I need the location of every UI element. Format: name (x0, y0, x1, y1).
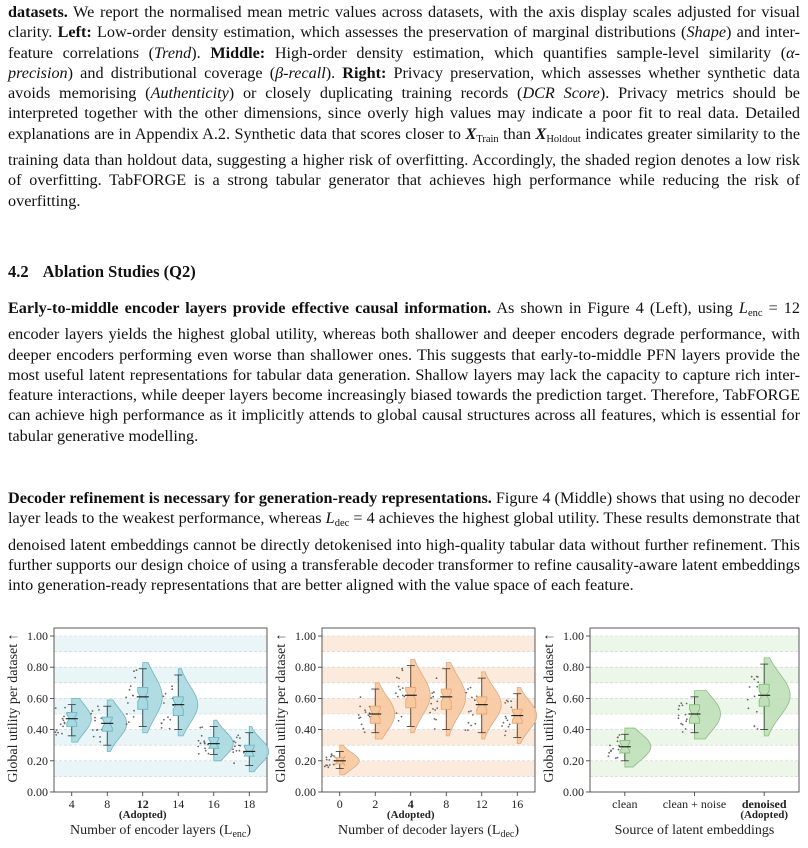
data-point (608, 755, 610, 757)
data-point (132, 695, 134, 697)
background-band (322, 667, 535, 683)
data-point (431, 692, 433, 694)
y-axis-label: Global utility per dataset ↑ (6, 633, 21, 783)
adopted-label: (Adopted) (118, 809, 167, 821)
data-point (507, 720, 509, 722)
data-point (432, 708, 434, 710)
data-point (608, 752, 610, 754)
y-tick-label: 0.40 (295, 722, 316, 737)
y-tick-label: 0.00 (295, 785, 316, 799)
data-point (99, 736, 101, 738)
box (441, 689, 451, 709)
data-point (432, 696, 434, 698)
data-point (234, 745, 236, 747)
data-point (510, 700, 512, 702)
data-point (434, 709, 436, 711)
data-point (509, 724, 511, 726)
data-point (365, 711, 367, 713)
data-point (56, 729, 58, 731)
data-point (163, 702, 165, 704)
paragraph-encoder: Early-to-middle encoder layers provide effective causal information. As shown in Figure 4 (Left), using $L_{enc} = 12$ encoder layers yields the highest global utility, whereas both shallower and deeper encoders degrade performance, with deeper encoders performing even worse than shallower ones. This suggests that early-to-middle PFN layers provide the most useful latent representations for tabular data generation. Shallow layers may lack the capacity to capture rich inter-feature interactions, while deeper layers become increasingly biased towards the prediction target. Therefore, TabFORGE can achieve high performance as it implicitly attends to global causal structures across all features, which is essential for tabular generative modelling. (8, 299, 800, 445)
data-point (363, 728, 365, 730)
data-point (169, 719, 171, 721)
x-tick-label: 18 (243, 797, 256, 811)
y-axis-label: Global utility per dataset ↑ (274, 633, 289, 783)
adopted-label: (Adopted) (386, 809, 435, 821)
data-point (331, 753, 333, 755)
y-tick-label: 0.20 (295, 753, 316, 768)
data-point (619, 734, 621, 736)
data-point (200, 742, 202, 744)
data-point (171, 685, 173, 687)
data-point (126, 723, 128, 725)
data-point (403, 696, 405, 698)
y-tick-label: 0.60 (27, 691, 48, 706)
data-point (429, 712, 431, 714)
data-point (326, 757, 328, 759)
data-point (94, 720, 96, 722)
data-point (236, 737, 238, 739)
data-point (435, 719, 437, 721)
data-point (236, 750, 238, 752)
data-point (329, 764, 331, 766)
background-band (54, 636, 267, 652)
caption-left-label: Left: (57, 23, 92, 42)
data-point (136, 669, 138, 671)
data-point (398, 686, 400, 688)
data-point (401, 716, 403, 718)
data-point (92, 729, 94, 731)
caption-middle-label: Middle: (210, 43, 266, 62)
data-point (328, 759, 330, 761)
data-point (161, 727, 163, 729)
data-point (609, 745, 611, 747)
data-point (204, 748, 206, 750)
data-point (685, 728, 687, 730)
data-point (326, 759, 328, 761)
data-point (399, 689, 401, 691)
data-point (233, 740, 235, 742)
data-point (55, 707, 57, 709)
x-tick-label: 16 (511, 797, 524, 811)
data-point (198, 753, 200, 755)
data-point (504, 702, 506, 704)
data-point (232, 751, 234, 753)
x-tick-label: 14 (172, 797, 185, 811)
data-point (757, 681, 759, 683)
data-point (201, 726, 203, 728)
data-point (501, 725, 503, 727)
caption-right-label: Right: (342, 63, 387, 82)
background-band (322, 636, 535, 652)
data-point (754, 696, 756, 698)
data-point (398, 720, 400, 722)
data-point (55, 731, 57, 733)
data-point (504, 735, 506, 737)
y-axis-label: Global utility per dataset ↑ (542, 633, 557, 783)
y-tick-label: 0.80 (295, 660, 316, 675)
data-point (468, 722, 470, 724)
data-point (505, 716, 507, 718)
x-tick-label: 16 (207, 797, 220, 811)
data-point (165, 693, 167, 695)
data-point (511, 706, 513, 708)
x-tick-label: 4 (407, 797, 414, 811)
paragraph-decoder: Decoder refinement is necessary for generation-ready representations. Figure 4 (Middle) shows that using no decoder layer leads to the weakest performance, whereas $L_{dec} = 4$ achieves the highest global utility. These results demonstrate that denoised latent embeddings cannot be directly detokenised into high-quality tabular data without further refinement. This further supports our design choice of using a transferable decoder transformer to refine causality-aware latent embeddings into generation-ready representations that are better aligned with the value space of each feature. (8, 489, 800, 595)
y-tick-label: 1.00 (563, 629, 584, 643)
x-tick-label: 0 (336, 797, 343, 811)
data-point (402, 669, 404, 671)
data-point (470, 687, 472, 689)
caption-lead: datasets. (8, 3, 68, 21)
x-axis-label: Number of decoder layers $(L_{dec})$ (337, 823, 520, 840)
data-point (754, 725, 756, 727)
data-point (468, 711, 470, 713)
box (173, 697, 183, 716)
data-point (369, 716, 371, 718)
data-point (243, 752, 245, 754)
data-point (99, 741, 101, 743)
data-point (433, 691, 435, 693)
data-point (197, 746, 199, 748)
data-point (756, 686, 758, 688)
x-axis-label: Number of encoder layers $(L_{enc})$ (69, 823, 252, 840)
data-point (208, 753, 210, 755)
data-point (60, 723, 62, 725)
data-point (436, 677, 438, 679)
data-point (97, 729, 99, 731)
data-point (678, 715, 680, 717)
data-point (617, 740, 619, 742)
data-point (163, 695, 165, 697)
data-point (505, 730, 507, 732)
data-point (618, 749, 620, 751)
data-point (678, 705, 680, 707)
data-point (333, 764, 335, 766)
y-tick-label: 0.20 (27, 753, 48, 768)
data-point (685, 714, 687, 716)
y-tick-label: 0.40 (27, 722, 48, 737)
data-point (239, 737, 241, 739)
data-point (430, 703, 432, 705)
data-point (327, 766, 329, 768)
data-point (361, 724, 363, 726)
data-point (205, 750, 207, 752)
y-tick-label: 0.60 (295, 691, 316, 706)
figure-caption: datasets. We report the normalised mean metric values across datasets, with the axis display scales adjusted for visual clarity. Left: Low-order density estimation, which assesses the preservation of marginal distributions (Shape) and inter-feature correlations (Trend). Middle: High-order density estimation, which quantifies sample-level similarity (α-precision) and distributional coverage (β-recall). Right: Privacy preservation, which assesses whether synthetic data avoids memorising (Authenticity) or closely duplicating training records (DCR Score). Privacy metrics should be interpreted together with the other dimensions, since overly high values may indicate a poor fit to real data. Detailed explanations are in Appendix A.2. Synthetic data that scores closer to $X_{Train}$ than $X_{Holdout}$ indicates greater similarity to the training data than holdout data, suggesting a higher risk of overfitting. Accordingly, the shaded region denotes a low risk of overfitting. TabFORGE is a strong tabular generator that achieves high performance while reducing the risk of overfitting. (8, 3, 801, 210)
data-point (685, 720, 687, 722)
data-point (204, 743, 206, 745)
encoder-layers-chart (4, 620, 272, 848)
data-point (232, 748, 234, 750)
x-tick-label: 12 (136, 797, 149, 811)
data-point (64, 722, 66, 724)
data-point (167, 716, 169, 718)
data-point (233, 762, 235, 764)
x-tick-label: denoised (741, 797, 787, 811)
data-point (617, 757, 619, 759)
data-point (127, 702, 129, 704)
data-point (360, 717, 362, 719)
data-point (757, 728, 759, 730)
data-point (436, 701, 438, 703)
y-tick-label: 0.20 (563, 753, 584, 768)
background-band (54, 667, 267, 683)
x-tick-label: 8 (443, 797, 450, 811)
data-point (94, 717, 96, 719)
x-tick-label: 2 (372, 797, 379, 811)
data-point (128, 721, 130, 723)
data-point (368, 714, 370, 716)
data-point (239, 745, 241, 747)
data-point (467, 729, 469, 731)
data-point (90, 713, 92, 715)
data-point (57, 732, 59, 734)
x-tick-label: clean + noise (662, 797, 727, 811)
data-point (686, 718, 688, 720)
latent-source-chart (540, 620, 804, 848)
data-point (751, 676, 753, 678)
data-point (133, 670, 135, 672)
data-point (398, 678, 400, 680)
background-band (590, 761, 799, 777)
data-point (471, 697, 473, 699)
data-point (63, 716, 65, 718)
data-point (434, 718, 436, 720)
data-point (395, 692, 397, 694)
data-point (92, 710, 94, 712)
data-point (169, 728, 171, 730)
data-point (402, 687, 404, 689)
x-tick-label: 4 (68, 797, 75, 811)
data-point (465, 729, 467, 731)
data-point (203, 740, 205, 742)
data-point (364, 709, 366, 711)
data-point (615, 757, 617, 759)
data-point (62, 718, 64, 720)
data-point (682, 704, 684, 706)
data-point (436, 707, 438, 709)
data-point (358, 714, 360, 716)
x-axis-label: Source of latent embeddings (614, 823, 775, 838)
data-point (134, 677, 136, 679)
y-tick-label: 1.00 (295, 629, 316, 643)
y-tick-label: 0.00 (563, 785, 584, 799)
section-heading: 4.2 Ablation Studies (Q2) (8, 262, 196, 281)
data-point (55, 734, 57, 736)
data-point (505, 717, 507, 719)
data-point (359, 706, 361, 708)
data-point (98, 709, 100, 711)
data-point (201, 735, 203, 737)
data-point (129, 689, 131, 691)
y-tick-label: 0.80 (27, 660, 48, 675)
data-point (617, 737, 619, 739)
data-point (430, 697, 432, 699)
data-point (325, 764, 327, 766)
data-point (163, 719, 165, 721)
background-band (54, 761, 267, 777)
data-point (757, 676, 759, 678)
data-point (756, 711, 758, 713)
data-point (682, 724, 684, 726)
x-tick-label: clean (612, 797, 638, 811)
decoder-layers-chart (272, 620, 540, 848)
data-point (125, 697, 127, 699)
data-point (680, 723, 682, 725)
data-point (503, 722, 505, 724)
y-tick-label: 0.40 (563, 722, 584, 737)
data-point (753, 679, 755, 681)
data-point (474, 699, 476, 701)
data-point (397, 696, 399, 698)
data-point (239, 750, 241, 752)
y-tick-label: 0.00 (27, 785, 48, 799)
data-point (61, 733, 63, 735)
data-point (610, 750, 612, 752)
data-point (62, 726, 64, 728)
data-point (465, 692, 467, 694)
data-point (161, 722, 163, 724)
data-point (93, 736, 95, 738)
data-point (678, 717, 680, 719)
data-point (396, 677, 398, 679)
data-point (133, 716, 135, 718)
background-band (590, 636, 799, 652)
box (138, 687, 148, 709)
x-tick-label: 12 (475, 797, 488, 811)
data-point (474, 723, 476, 725)
data-point (508, 726, 510, 728)
data-point (402, 695, 404, 697)
data-point (171, 688, 173, 690)
data-point (237, 734, 239, 736)
box (406, 687, 416, 707)
data-point (434, 728, 436, 730)
data-point (682, 731, 684, 733)
adopted-label: (Adopted) (740, 809, 789, 821)
data-point (360, 696, 362, 698)
data-point (507, 701, 509, 703)
background-band (322, 730, 535, 746)
data-point (747, 699, 749, 701)
data-point (472, 714, 474, 716)
data-point (680, 702, 682, 704)
data-point (612, 748, 614, 750)
data-point (467, 688, 469, 690)
y-tick-label: 0.80 (563, 660, 584, 675)
data-point (133, 710, 135, 712)
data-point (396, 712, 398, 714)
data-point (130, 685, 132, 687)
data-point (401, 668, 403, 670)
data-point (364, 731, 366, 733)
data-point (678, 708, 680, 710)
data-point (64, 707, 66, 709)
y-tick-label: 1.00 (27, 629, 48, 643)
data-point (97, 705, 99, 707)
data-point (235, 742, 237, 744)
x-tick-label: 8 (104, 797, 111, 811)
data-point (330, 756, 332, 758)
data-point (63, 719, 65, 721)
data-point (749, 686, 751, 688)
data-point (470, 710, 472, 712)
data-point (126, 713, 128, 715)
data-point (686, 703, 688, 705)
data-point (198, 740, 200, 742)
y-tick-label: 0.60 (563, 691, 584, 706)
data-point (470, 725, 472, 727)
data-point (748, 707, 750, 709)
data-point (199, 727, 201, 729)
